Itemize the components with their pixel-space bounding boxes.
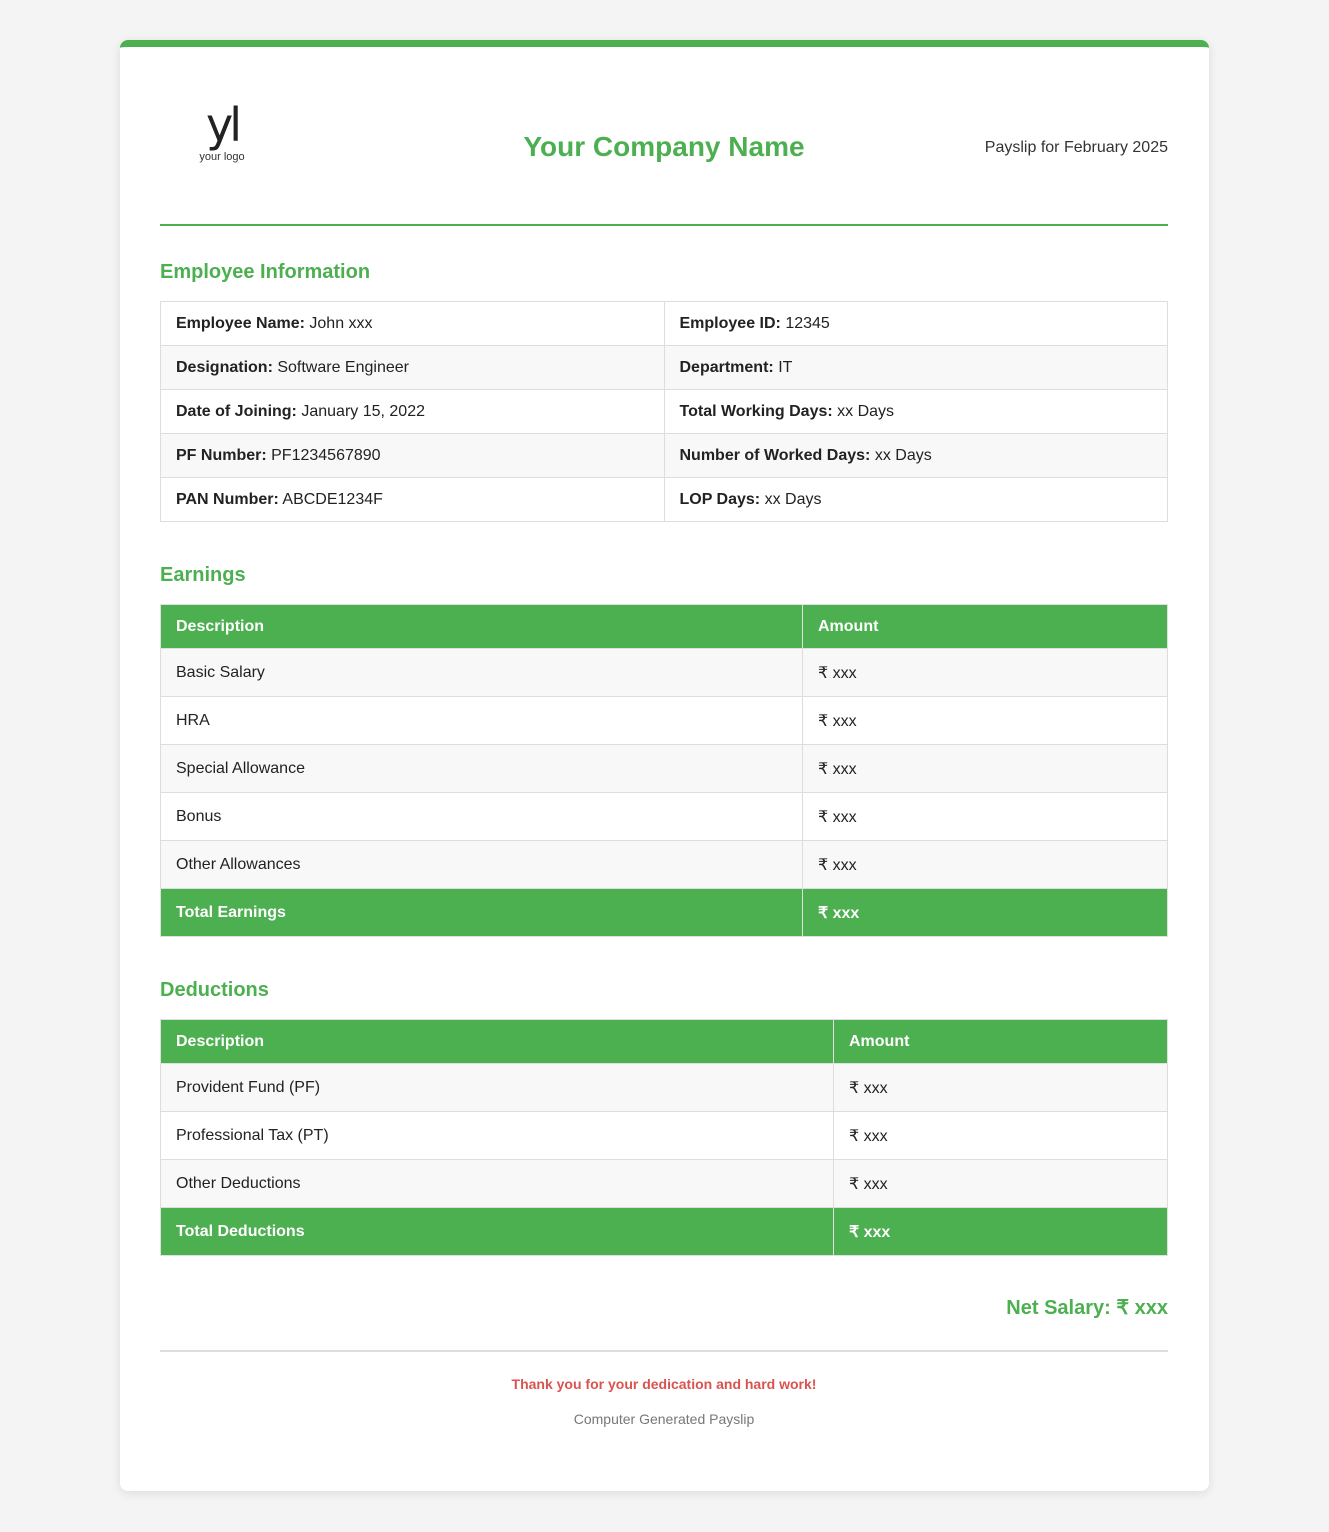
info-cell — [664, 346, 1168, 390]
payslip-period: Payslip for February 2025 — [984, 139, 1168, 156]
deduction-description: Professional Tax (PT) — [161, 1112, 834, 1160]
deductions-total-label: Total Deductions — [161, 1208, 834, 1256]
payslip-footer — [160, 1350, 1168, 1427]
earning-row — [161, 745, 1168, 793]
info-cell — [161, 346, 665, 390]
deductions-header-row — [161, 1020, 1168, 1064]
earning-description: Other Allowances — [161, 841, 803, 889]
employee-info-heading: Employee Information — [160, 261, 371, 283]
info-cell — [161, 302, 665, 346]
earnings-header-row — [161, 605, 1168, 649]
earning-row — [161, 697, 1168, 745]
logo-mark: yl — [205, 98, 238, 152]
deduction-row — [161, 1160, 1168, 1208]
info-label: PAN Number: — [176, 490, 279, 508]
payslip-content — [160, 47, 1168, 1427]
info-value: January 15, 2022 — [301, 402, 425, 420]
deduction-amount: ₹ xxx — [834, 1064, 1168, 1112]
earning-amount: ₹ xxx — [803, 793, 1168, 841]
info-label: Number of Worked Days: — [679, 446, 871, 464]
info-value: ABCDE1234F — [282, 490, 383, 508]
earnings-total-label: Total Earnings — [161, 889, 803, 937]
info-value: IT — [778, 358, 793, 376]
info-value: xx Days — [764, 490, 822, 508]
info-label: Employee Name: — [176, 314, 305, 332]
info-row — [161, 346, 1168, 390]
earnings-col-amount: Amount — [803, 605, 1168, 649]
earnings-table — [160, 604, 1168, 937]
earning-amount: ₹ xxx — [803, 649, 1168, 697]
info-row — [161, 478, 1168, 522]
info-value: PF1234567890 — [271, 446, 381, 464]
info-label: Department: — [679, 358, 774, 376]
earnings-total-row — [161, 889, 1168, 937]
company-name: Your Company Name — [523, 131, 805, 162]
info-cell — [161, 434, 665, 478]
generated-note: Computer Generated Payslip — [573, 1411, 755, 1427]
info-value: xx Days — [837, 402, 895, 420]
info-label: LOP Days: — [679, 490, 761, 508]
deduction-description: Provident Fund (PF) — [161, 1064, 834, 1112]
info-value: John xxx — [309, 314, 373, 332]
deduction-row — [161, 1112, 1168, 1160]
info-value: xx Days — [874, 446, 932, 464]
deductions-col-description: Description — [161, 1020, 834, 1064]
deductions-heading: Deductions — [160, 979, 269, 1001]
logo-caption: your logo — [199, 151, 245, 163]
info-label: Total Working Days: — [679, 402, 833, 420]
earning-description: HRA — [161, 697, 803, 745]
info-label: Employee ID: — [679, 314, 781, 332]
deductions-total-row — [161, 1208, 1168, 1256]
info-label: PF Number: — [176, 446, 267, 464]
info-row — [161, 390, 1168, 434]
earning-amount: ₹ xxx — [803, 697, 1168, 745]
info-cell — [664, 390, 1168, 434]
earnings-col-description: Description — [161, 605, 803, 649]
info-label: Date of Joining: — [176, 402, 297, 420]
info-row — [161, 434, 1168, 478]
earning-description: Special Allowance — [161, 745, 803, 793]
payslip-card — [120, 40, 1209, 1491]
deduction-amount: ₹ xxx — [834, 1112, 1168, 1160]
info-value: 12345 — [785, 314, 830, 332]
info-cell — [664, 302, 1168, 346]
info-cell — [161, 390, 665, 434]
earning-row — [161, 649, 1168, 697]
earning-row — [161, 841, 1168, 889]
deduction-amount: ₹ xxx — [834, 1160, 1168, 1208]
deductions-col-amount: Amount — [834, 1020, 1168, 1064]
earnings-heading: Earnings — [160, 564, 246, 586]
earning-amount: ₹ xxx — [803, 841, 1168, 889]
earning-description: Bonus — [161, 793, 803, 841]
deduction-row — [161, 1064, 1168, 1112]
info-value: Software Engineer — [277, 358, 409, 376]
employee-info-table — [160, 301, 1168, 522]
thank-you-message: Thank you for your dedication and hard work! — [511, 1376, 817, 1392]
payslip-header — [160, 47, 1168, 226]
net-salary: Net Salary: ₹ xxx — [1006, 1297, 1168, 1319]
info-row — [161, 302, 1168, 346]
earning-row — [161, 793, 1168, 841]
info-label: Designation: — [176, 358, 273, 376]
info-cell — [664, 478, 1168, 522]
earning-description: Basic Salary — [161, 649, 803, 697]
deductions-table — [160, 1019, 1168, 1256]
info-cell — [664, 434, 1168, 478]
earning-amount: ₹ xxx — [803, 745, 1168, 793]
deduction-description: Other Deductions — [161, 1160, 834, 1208]
info-cell — [161, 478, 665, 522]
earnings-total-amount: ₹ xxx — [803, 889, 1168, 937]
deductions-total-amount: ₹ xxx — [834, 1208, 1168, 1256]
